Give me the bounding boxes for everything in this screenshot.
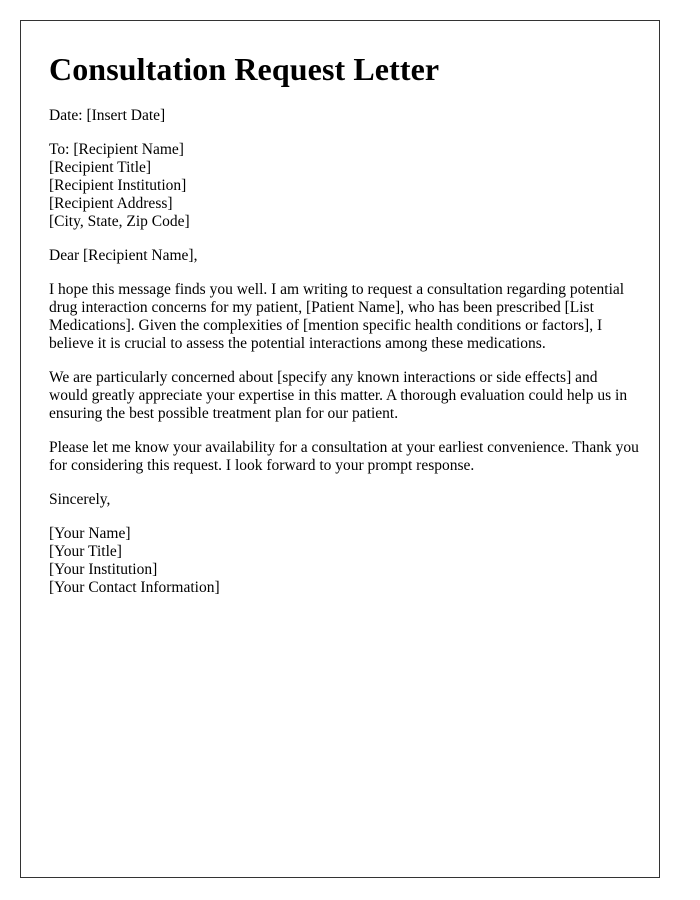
recipient-name-line: To: [Recipient Name] (49, 141, 184, 158)
letter-date: Date: [Insert Date] (49, 107, 166, 124)
recipient-block (49, 141, 639, 231)
recipient-address-line: [Recipient Address] (49, 195, 173, 212)
closing: Sincerely, (49, 491, 111, 508)
recipient-institution-line: [Recipient Institution] (49, 177, 187, 194)
recipient-title-line: [Recipient Title] (49, 159, 152, 176)
signature-contact-line: [Your Contact Information] (49, 579, 220, 596)
salutation: Dear [Recipient Name], (49, 247, 198, 264)
signature-title-line: [Your Title] (49, 543, 122, 560)
body-paragraph-3: Please let me know your availability for a consultation at your earliest convenience. Thank you for considering this request. I look forward to your prompt response. (49, 439, 639, 474)
signature-name-line: [Your Name] (49, 525, 131, 542)
signature-block (49, 525, 639, 597)
body-paragraph-2: We are particularly concerned about [specify any known interactions or side effects] and would greatly appreciate your expertise in this matter. A thorough evaluation could help us in ensuring the best possible treatment plan for our patient. (49, 369, 628, 422)
letter-title: Consultation Request Letter (49, 51, 440, 87)
body-paragraph-1: I hope this message finds you well. I am writing to request a consultation regarding potential drug interaction concerns for my patient, [Patient Name], who has been prescribed [List Medications]. Given the complexities of [mention specific health conditions or factors], I believe it is crucial to assess the potential interactions among these medications. (49, 281, 625, 352)
letter-content (49, 51, 639, 613)
letter-page (20, 20, 660, 878)
recipient-city-line: [City, State, Zip Code] (49, 213, 190, 230)
signature-institution-line: [Your Institution] (49, 561, 158, 578)
